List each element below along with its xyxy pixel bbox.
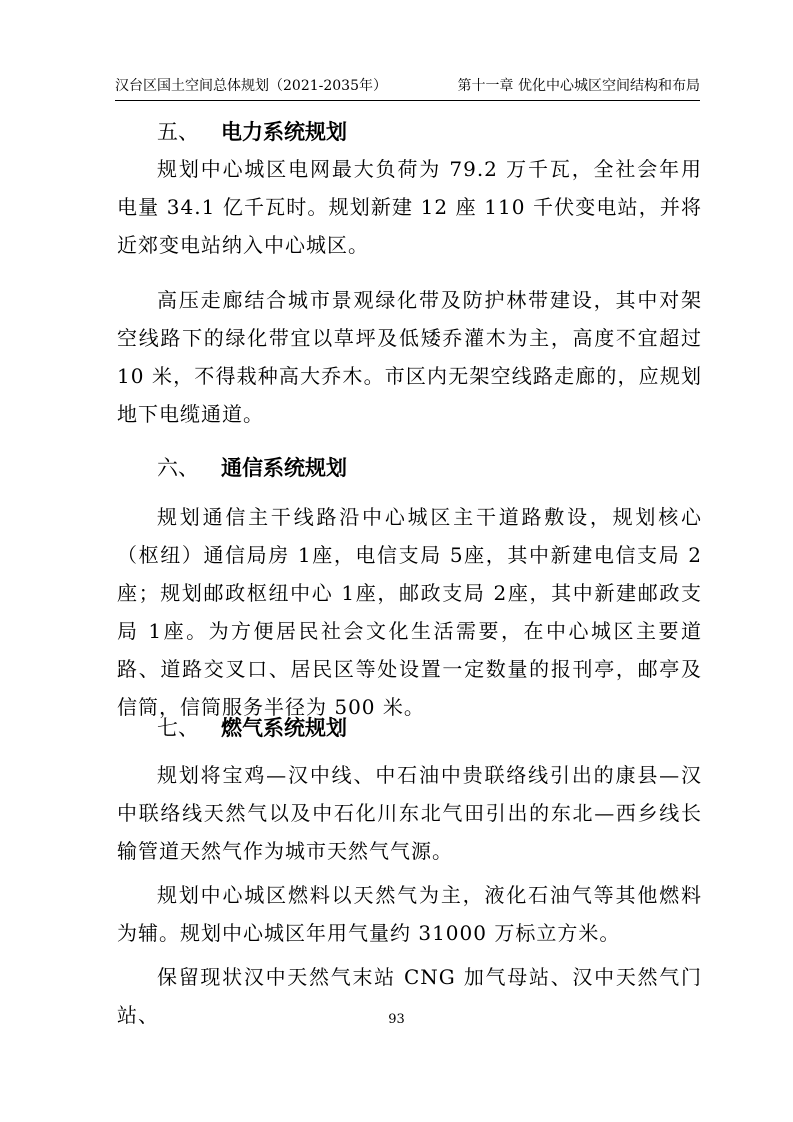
paragraph: 高压走廊结合城市景观绿化带及防护林带建设，其中对架空线路下的绿化带宜以草坪及低矮乔灌木为主，高度不宜超过 10 米，不得栽种高大乔木。市区内无架空线路走廊的，应规划地下电缆通道。 (117, 288, 702, 426)
page-number: 93 (388, 1012, 405, 1027)
page-header (115, 76, 700, 101)
section-number: 五、 (157, 120, 199, 144)
section-heading-gas (117, 714, 347, 742)
paragraph: 规划中心城区电网最大负荷为 79.2 万千瓦，全社会年用电量 34.1 亿千瓦时。规划新建 12 座 110 千伏变电站，并将近郊变电站纳入中心城区。 (117, 157, 702, 257)
paragraph: 规划中心城区燃料以天然气为主，液化石油气等其他燃料为辅。规划中心城区年用气量约 31000 万标立方米。 (117, 883, 702, 945)
section-heading-power (117, 118, 347, 146)
section-number: 六、 (157, 456, 199, 480)
section-title: 燃气系统规划 (221, 716, 347, 740)
chapter-title: 第十一章 优化中心城区空间结构和布局 (457, 78, 700, 94)
paragraph: 规划将宝鸡—汉中线、中石油中贵联络线引出的康县—汉中联络线天然气以及中石化川东北气田引出的东北—西乡线长输管道天然气作为城市天然气气源。 (117, 763, 702, 863)
section-heading-telecom (117, 454, 347, 482)
paragraph: 规划通信主干线路沿中心城区主干道路敷设，规划核心（枢纽）通信局房 1座，电信支局 5座，其中新建电信支局 2座；规划邮政枢纽中心 1座，邮政支局 2座，其中新建邮政支局 1座。为方便居民社会文化生活需要，在中心城区主要道路、道路交叉口、居民区等处设置一定数量的报刊亭，邮亭及信筒，信筒服务半径为 500 米。 (117, 505, 702, 719)
document-title: 汉台区国土空间总体规划（2021-2035年） (115, 78, 387, 94)
section-title: 通信系统规划 (221, 456, 347, 480)
section-number: 七、 (157, 716, 199, 740)
paragraph: 保留现状汉中天然气末站 CNG 加气母站、汉中天然气门站、 (117, 965, 702, 1027)
section-title: 电力系统规划 (221, 120, 347, 144)
